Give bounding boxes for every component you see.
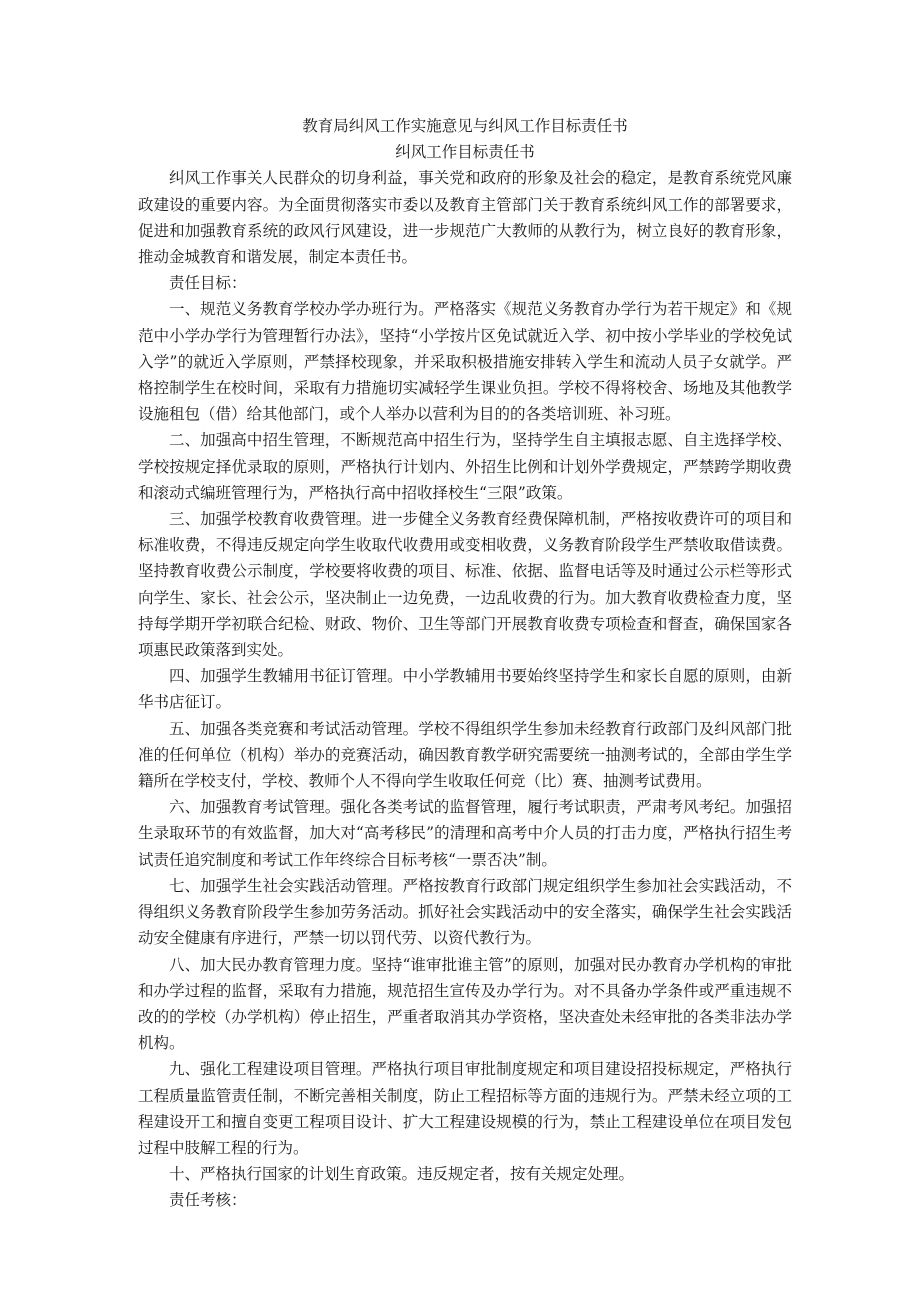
- goal-paragraph-10: 十、严格执行国家的计划生育政策。违反规定者，按有关规定处理。: [169, 1165, 635, 1184]
- goal-paragraph-2: 二、加强高中招生管理，不断规范高中招生行为，坚持学生自主填报志愿、自主选择学校、学校按规定择优录取的原则，严格执行计划内、外招生比例和计划外学费规定，严禁跨学期收费和滚动式编班管理行为，严格执行高中招收择校生“三限”政策。: [138, 431, 792, 502]
- document-title: 教育局纠风工作实施意见与纠风工作目标责任书: [302, 117, 628, 135]
- goal-paragraph-4: 四、加强学生教辅用书征订管理。中小学教辅用书要始终坚持学生和家长自愿的原则，由新华书店征订。: [138, 667, 792, 712]
- goals-heading: 责任目标：: [169, 274, 247, 293]
- intro-paragraph: 纠风工作事关人民群众的切身利益，事关党和政府的形象及社会的稳定，是教育系统党风廉政建设的重要内容。为全面贯彻落实市委以及教育主管部门关于教育系统纠风工作的部署要求，促进和加强教育系统的政风行风建设，进一步规范广大教师的从教行为，树立良好的教育形象，推动金城教育和谐发展，制定本责任书。: [138, 169, 792, 267]
- goal-paragraph-3: 三、加强学校教育收费管理。进一步健全义务教育经费保障机制，严格按收费许可的项目和标准收费，不得违反规定向学生收取代收费用或变相收费，义务教育阶段学生严禁收取借读费。坚持教育收费公示制度，学校要将收费的项目、标准、依据、监督电话等及时通过公示栏等形式向学生、家长、社会公示，坚决制止一边免费，一边乱收费的行为。加大教育收费检查力度，坚持每学期开学初联合纪检、财政、物价、卫生等部门开展教育收费专项检查和督查，确保国家各项惠民政策落到实处。: [138, 510, 792, 660]
- assessment-heading: 责任考核：: [169, 1191, 247, 1210]
- document-subtitle: 纠风工作目标责任书: [395, 143, 535, 162]
- goal-paragraph-8: 八、加大民办教育管理力度。坚持“谁审批谁主管”的原则，加强对民办教育办学机构的审批和办学过程的监督，采取有力措施，规范招生宣传及办学行为。对不具备办学条件或严重违规不改的的学校（办学机构）停止招生，严重者取消其办学资格，坚决查处未经审批的各类非法办学机构。: [138, 955, 792, 1053]
- goal-paragraph-1: 一、规范义务教育学校办学办班行为。严格落实《规范义务教育办学行为若干规定》和《规范中小学办学行为管理暂行办法》，坚持“小学按片区免试就近入学、初中按小学毕业的学校免试入学”的就近入学原则，严禁择校现象，并采取积极措施安排转入学生和流动人员子女就学。严格控制学生在校时间，采取有力措施切实减轻学生课业负担。学校不得将校舍、场地及其他教学设施租包（借）给其他部门，或个人举办以营利为目的的各类培训班、补习班。: [138, 300, 792, 424]
- goal-paragraph-5: 五、加强各类竞赛和考试活动管理。学校不得组织学生参加未经教育行政部门及纠风部门批准的任何单位（机构）举办的竞赛活动，确因教育教学研究需要统一抽测考试的，全部由学生学籍所在学校支付，学校、教师个人不得向学生收取任何竞（比）赛、抽测考试费用。: [138, 719, 792, 791]
- goal-paragraph-7: 七、加强学生社会实践活动管理。严格按教育行政部门规定组织学生参加社会实践活动，不得组织义务教育阶段学生参加劳务活动。抓好社会实践活动中的安全落实，确保学生社会实践活动安全健康有序进行，严禁一切以罚代劳、以资代教行为。: [138, 876, 792, 948]
- goal-paragraph-6: 六、加强教育考试管理。强化各类考试的监督管理，履行考试职责，严肃考风考纪。加强招生录取环节的有效监督，加大对“高考移民”的清理和高考中介人员的打击力度，严格执行招生考试责任追究制度和考试工作年终综合目标考核“一票否决”制。: [138, 798, 792, 869]
- document-body: [138, 113, 792, 1214]
- goal-paragraph-9: 九、强化工程建设项目管理。严格执行项目审批制度规定和项目建设招投标规定，严格执行工程质量监管责任制，不断完善相关制度，防止工程招标等方面的违规行为。严禁未经立项的工程建设开工和擅自变更工程项目设计、扩大工程建设规模的行为，禁止工程建设单位在项目发包过程中肢解工程的行为。: [138, 1060, 792, 1157]
